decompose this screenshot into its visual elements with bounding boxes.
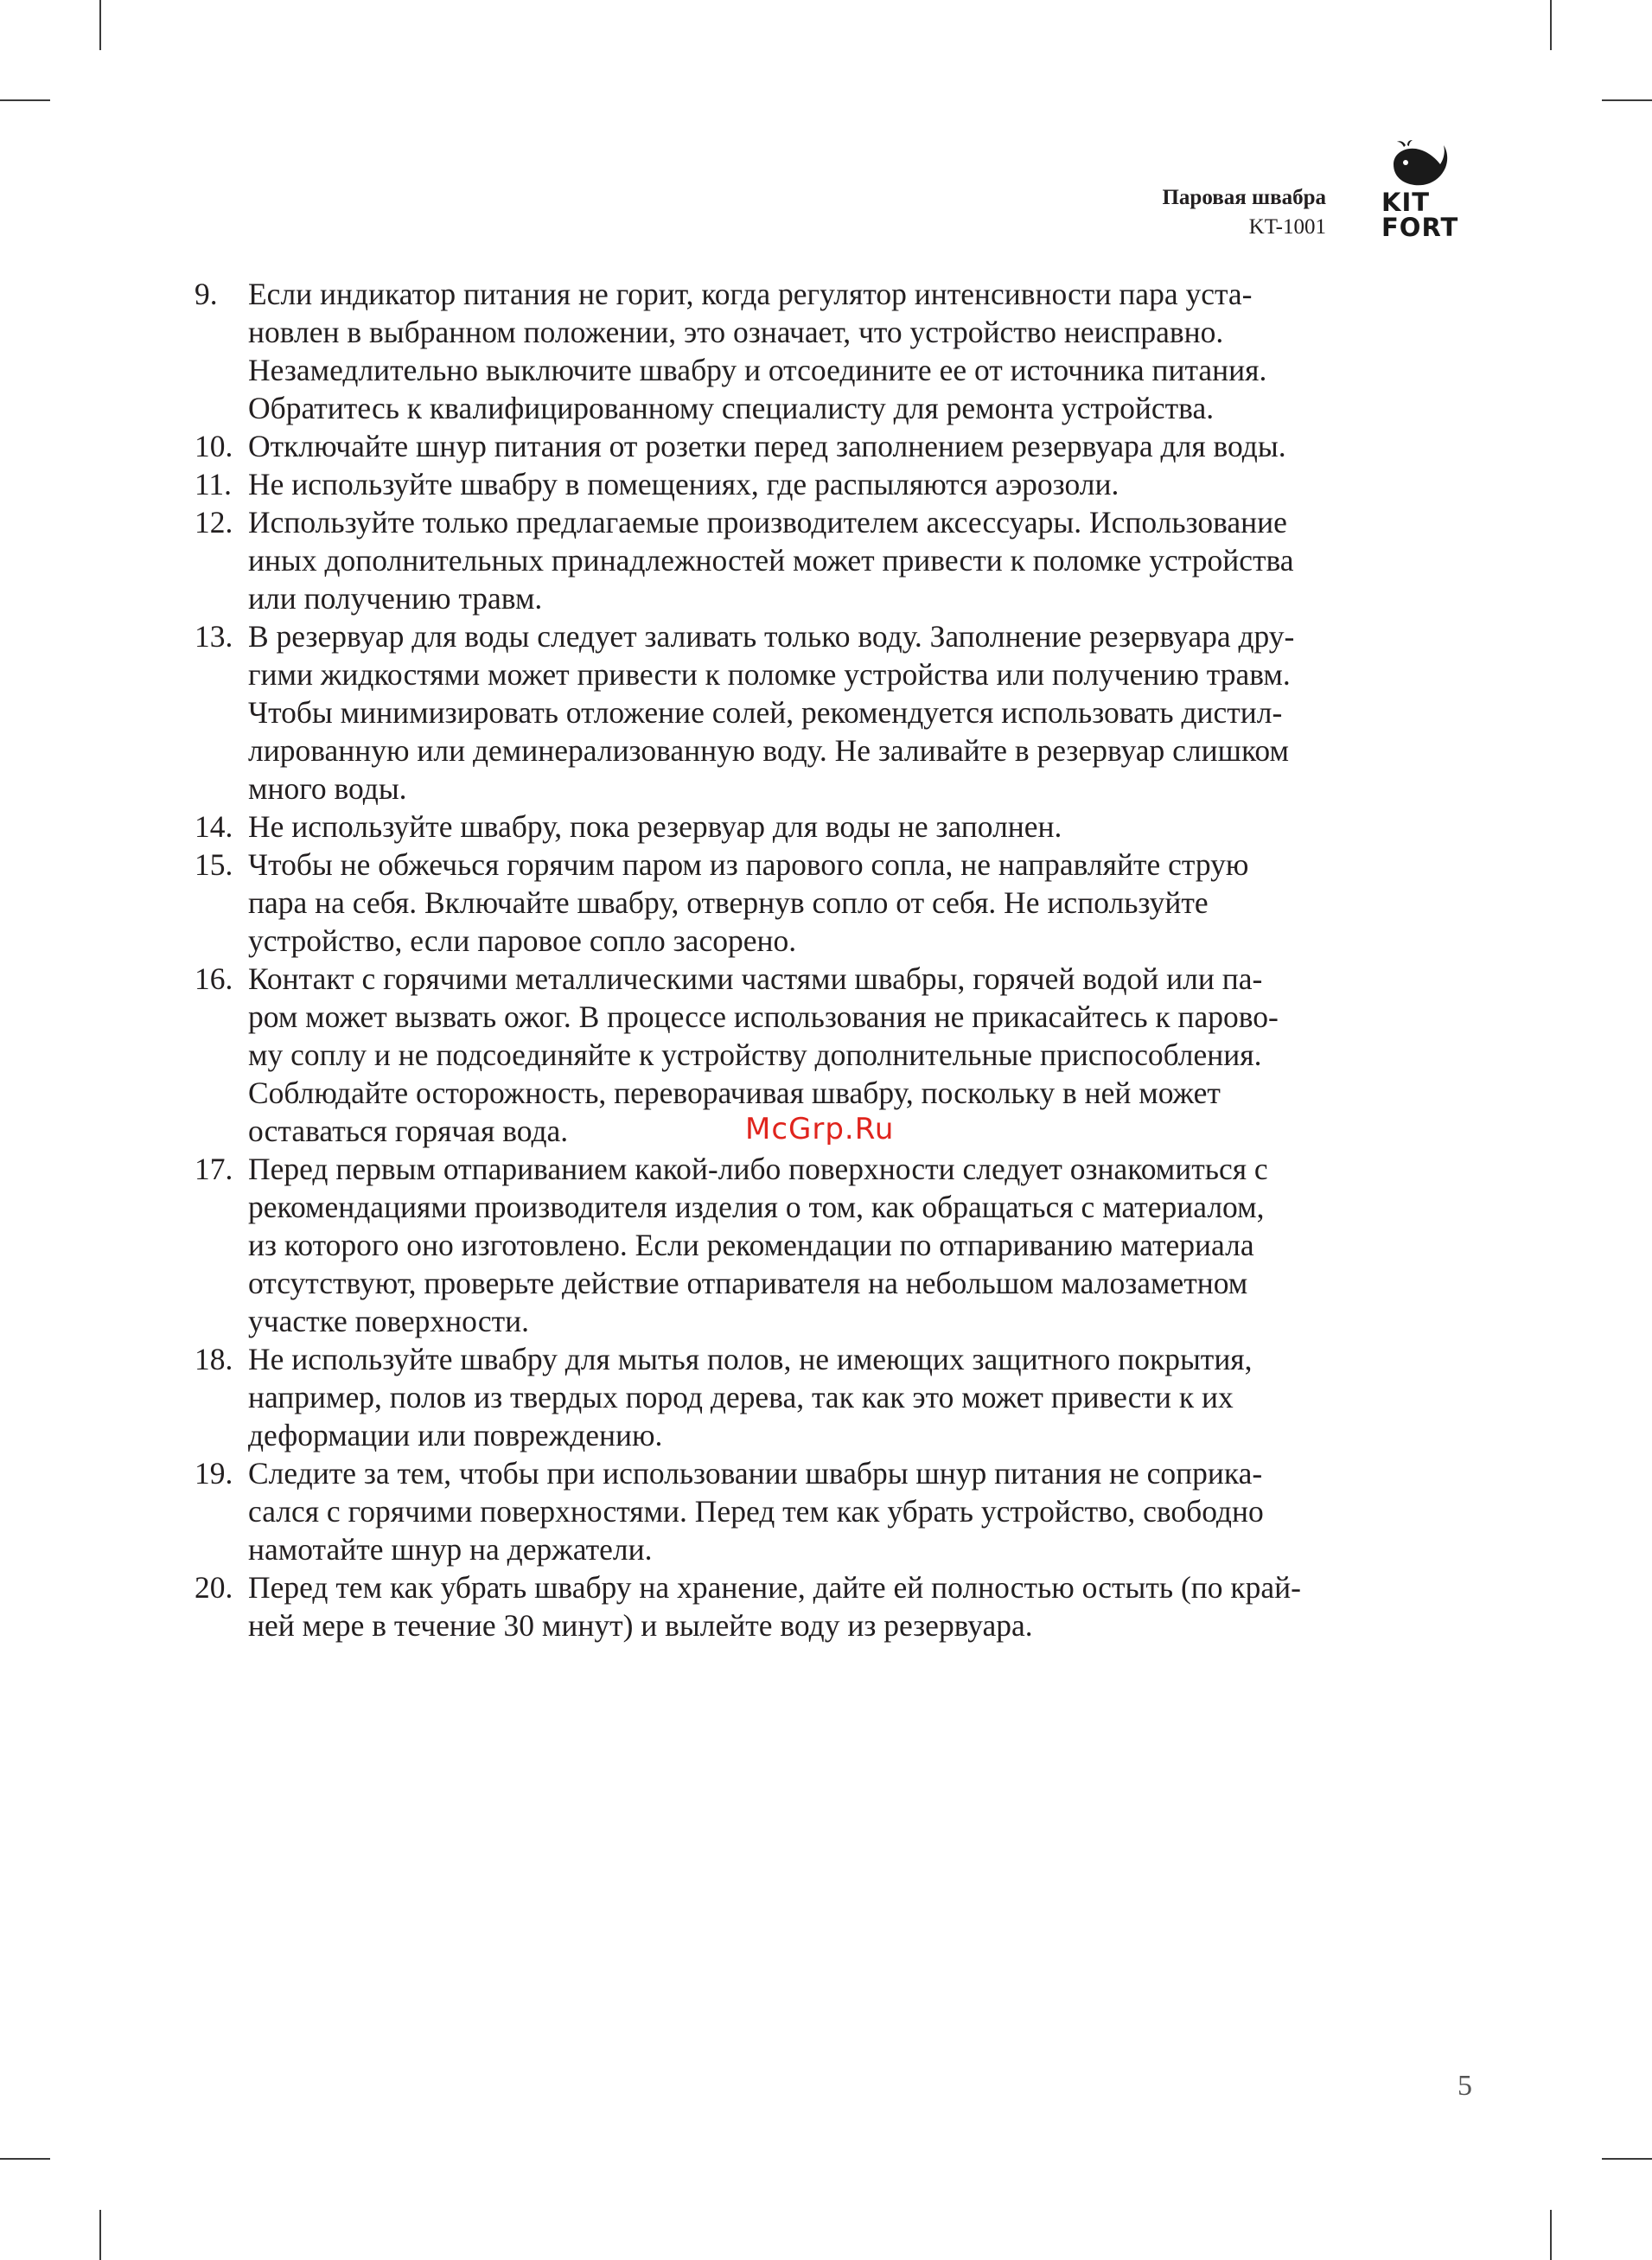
item-text <box>248 808 1448 846</box>
product-model: KT-1001 <box>1248 215 1326 239</box>
item-text-line: Отключайте шнур питания от розетки перед заполнением резервуара для воды. <box>248 429 1286 463</box>
crop-mark-bottom-right <box>1550 2210 1552 2260</box>
item-text <box>248 1340 1448 1454</box>
crop-mark-right-top <box>1602 99 1652 101</box>
item-text-line: Если индикатор питания не горит, когда регулятор интенсивности пара уста- <box>248 277 1253 311</box>
item-text-line: много воды. <box>248 771 407 806</box>
item-number: 17. <box>195 1152 233 1186</box>
item-text-line: отсутствуют, проверьте действие отпаривателя на небольшом малозаметном <box>248 1266 1248 1300</box>
item-text <box>248 1454 1448 1568</box>
list-item <box>195 1454 1448 1568</box>
item-number: 15. <box>195 847 233 882</box>
item-number: 18. <box>195 1342 233 1376</box>
product-title: Паровая швабра <box>1162 186 1326 209</box>
item-number: 19. <box>195 1456 233 1491</box>
item-text-line: новлен в выбранном положении, это означает, что устройство неисправно. <box>248 315 1224 349</box>
list-item <box>195 275 1448 427</box>
item-text <box>248 503 1448 617</box>
list-item <box>195 1568 1448 1644</box>
watermark: McGrp.Ru <box>745 1112 895 1146</box>
item-text-line: устройство, если паровое сопло засорено. <box>248 923 797 958</box>
item-number: 12. <box>195 505 233 539</box>
item-text-line: Незамедлительно выключите швабру и отсоедините ее от источника питания. <box>248 353 1267 387</box>
item-text-line: иных дополнительных принадлежностей может привести к поломке устройства <box>248 543 1294 578</box>
item-text <box>248 846 1448 960</box>
list-item <box>195 617 1448 808</box>
item-number: 11. <box>195 467 233 501</box>
item-text-line: Не используйте швабру, пока резервуар для воды не заполнен. <box>248 809 1062 844</box>
list-item <box>195 427 1448 465</box>
item-text-line: например, полов из твердых пород дерева, так как это может привести к их <box>248 1380 1234 1414</box>
crop-mark-top-left <box>99 0 101 50</box>
item-text-line: Перед первым отпариванием какой-либо поверхности следует ознакомиться с <box>248 1152 1268 1186</box>
item-text-line: Перед тем как убрать швабру на хранение, дайте ей полностью остыть (по край- <box>248 1570 1302 1605</box>
item-text-line: Чтобы минимизировать отложение солей, рекомендуется использовать дистил- <box>248 695 1283 730</box>
item-text <box>248 275 1448 427</box>
item-number: 14. <box>195 809 233 844</box>
item-text-line: лированную или деминерализованную воду. Не заливайте в резервуар слишком <box>248 733 1289 768</box>
item-text-line: или получению травм. <box>248 581 543 616</box>
item-text-line: оставаться горячая вода. <box>248 1114 569 1148</box>
item-text-line: Обратитесь к квалифицированному специалисту для ремонта устройства. <box>248 391 1215 425</box>
item-text-line: деформации или повреждению. <box>248 1418 663 1452</box>
page-number: 5 <box>1457 2070 1472 2102</box>
item-text-line: В резервуар для воды следует заливать только воду. Заполнение резервуара дру- <box>248 619 1295 654</box>
item-text <box>248 1568 1448 1644</box>
brand-logo-text: KIT FORT <box>1381 188 1459 242</box>
crop-mark-bottom-left <box>99 2210 101 2260</box>
item-text-line: Соблюдайте осторожность, переворачивая швабру, поскольку в ней может <box>248 1076 1221 1110</box>
item-text-line: Следите за тем, чтобы при использовании швабры шнур питания не соприка- <box>248 1456 1263 1491</box>
list-item <box>195 846 1448 960</box>
list-item <box>195 808 1448 846</box>
item-text-line: Контакт с горячими металлическими частями швабры, горячей водой или па- <box>248 961 1263 996</box>
item-text-line: рекомендациями производителя изделия о том, как обращаться с материалом, <box>248 1190 1265 1224</box>
item-text-line: му соплу и не подсоединяйте к устройству дополнительные приспособления. <box>248 1037 1262 1072</box>
list-item <box>195 1340 1448 1454</box>
whale-icon <box>1388 138 1449 192</box>
item-text-line: сался с горячими поверхностями. Перед тем как убрать устройство, свободно <box>248 1494 1264 1529</box>
item-number: 16. <box>195 961 233 996</box>
page-header <box>951 183 1326 242</box>
item-text-line: Не используйте швабру в помещениях, где распыляются аэрозоли. <box>248 467 1119 501</box>
brand-logo <box>1380 138 1475 242</box>
crop-mark-top-right <box>1550 0 1552 50</box>
list-item <box>195 503 1448 617</box>
crop-mark-left-top <box>0 99 50 101</box>
item-text-line: ней мере в течение 30 минут) и вылейте воду из резервуара. <box>248 1608 1033 1643</box>
item-text <box>248 427 1448 465</box>
item-text-line: намотайте шнур на держатели. <box>248 1532 653 1567</box>
item-text <box>248 465 1448 503</box>
item-text-line: Используйте только предлагаемые производителем аксессуары. Использование <box>248 505 1287 539</box>
item-number: 9. <box>195 277 218 311</box>
item-text-line: пара на себя. Включайте швабру, отвернув сопло от себя. Не используйте <box>248 885 1209 920</box>
item-text-line: участке поверхности. <box>248 1304 529 1338</box>
item-text-line: гими жидкостями может привести к поломке устройства или получению травм. <box>248 657 1291 692</box>
item-text <box>248 1150 1448 1340</box>
safety-instructions-list <box>195 275 1448 1644</box>
item-text-line: из которого оно изготовлено. Если рекомендации по отпариванию материала <box>248 1228 1254 1262</box>
item-text <box>248 617 1448 808</box>
crop-mark-left-bottom <box>0 2158 50 2160</box>
item-text-line: Чтобы не обжечься горячим паром из парового сопла, не направляйте струю <box>248 847 1249 882</box>
list-item <box>195 465 1448 503</box>
item-text-line: Не используйте швабру для мытья полов, не имеющих защитного покрытия, <box>248 1342 1253 1376</box>
item-number: 13. <box>195 619 233 654</box>
crop-mark-right-bottom <box>1602 2158 1652 2160</box>
item-number: 20. <box>195 1570 233 1605</box>
item-number: 10. <box>195 429 233 463</box>
list-item <box>195 1150 1448 1340</box>
item-text-line: ром может вызвать ожог. В процессе использования не прикасайтесь к парово- <box>248 999 1279 1034</box>
